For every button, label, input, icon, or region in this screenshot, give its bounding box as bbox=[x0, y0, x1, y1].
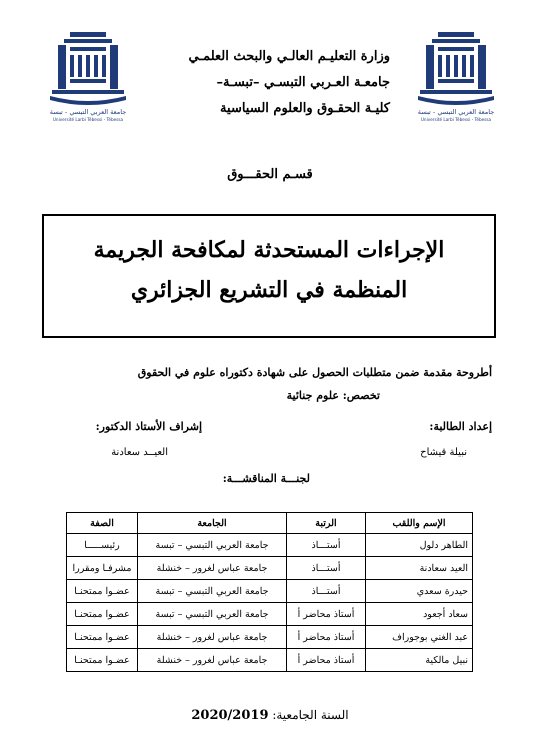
logo-french-text: Université Larbi Tébessi - Tébessa bbox=[420, 117, 492, 122]
member-rank: أستاذ محاضر أ bbox=[287, 649, 366, 672]
table-row bbox=[67, 557, 473, 580]
ministry-line: وزارة التعليـم العالـي والبحث العلمـي bbox=[188, 49, 390, 64]
jury-table-header-row bbox=[67, 513, 473, 534]
member-rank: أستاذ محاضر أ bbox=[287, 603, 366, 626]
member-name: عبد الغني بوجوراف bbox=[366, 626, 473, 649]
thesis-title-line2: المنظمة في التشريع الجزائري bbox=[130, 277, 408, 303]
student-name: نبيلة قيشاح bbox=[420, 447, 467, 458]
header-rank: الرتبة bbox=[287, 513, 366, 534]
department-name: قسـم الحقـــوق bbox=[227, 167, 313, 182]
logo-arabic-text: جامعة العربي التبسي - تبسة bbox=[49, 108, 127, 116]
university-logo-right bbox=[412, 28, 500, 124]
student-label: إعداد الطالبة: bbox=[429, 420, 492, 433]
university-logo-left bbox=[44, 28, 132, 124]
specialty: تخصص: علوم جنائية bbox=[286, 389, 380, 402]
university-logo-icon bbox=[412, 28, 500, 124]
academic-year bbox=[0, 708, 540, 723]
table-row bbox=[67, 626, 473, 649]
member-rank: أستـــاذ bbox=[287, 580, 366, 603]
academic-year-label: السنة الجامعية: bbox=[272, 708, 349, 722]
table-row bbox=[67, 534, 473, 557]
supervisor-label: إشراف الأستاذ الدكتور: bbox=[95, 420, 202, 433]
member-university: جامعة العربي التبسي – تبسة bbox=[138, 580, 287, 603]
member-university: جامعة العربي التبسي – تبسة bbox=[138, 534, 287, 557]
institution-header bbox=[150, 44, 390, 122]
table-row bbox=[67, 649, 473, 672]
logo-arabic-text: جامعة العربي التبسي - تبسة bbox=[417, 108, 495, 116]
thesis-title-box bbox=[42, 214, 496, 338]
member-name: الطاهر دلول bbox=[366, 534, 473, 557]
member-name: العيد سعادنة bbox=[366, 557, 473, 580]
logo-french-text: Université Larbi Tébessi - Tébessa bbox=[52, 117, 124, 122]
member-role: عضـوا ممتحنـا bbox=[67, 580, 138, 603]
university-line: جامعـة العـربي التبسـي –تبسـة– bbox=[216, 75, 390, 90]
member-role: عضـوا ممتحنـا bbox=[67, 649, 138, 672]
member-university: جامعة عباس لغرور – خنشلة bbox=[138, 626, 287, 649]
table-row bbox=[67, 603, 473, 626]
jury-table bbox=[66, 512, 473, 672]
supervisor-name: العيــد سعادنة bbox=[111, 447, 168, 458]
member-name: حيدرة سعدي bbox=[366, 580, 473, 603]
member-name: نبيل مالكية bbox=[366, 649, 473, 672]
table-row bbox=[67, 580, 473, 603]
member-role: رئيســـــا bbox=[67, 534, 138, 557]
member-university: جامعة عباس لغرور – خنشلة bbox=[138, 649, 287, 672]
member-university: جامعة العربي التبسي – تبسة bbox=[138, 603, 287, 626]
member-role: عضـوا ممتحنـا bbox=[67, 626, 138, 649]
header-name: الإسم واللقب bbox=[366, 513, 473, 534]
member-role: عضـوا ممتحنـا bbox=[67, 603, 138, 626]
committee-label: لجنـــة المناقشـــة: bbox=[222, 472, 310, 485]
member-rank: أستـــاذ bbox=[287, 534, 366, 557]
member-university: جامعة عباس لغرور – خنشلة bbox=[138, 557, 287, 580]
header-role: الصفة bbox=[67, 513, 138, 534]
header-university: الجامعة bbox=[138, 513, 287, 534]
thesis-note: أطروحة مقدمة ضمن متطلبات الحصول على شهادة دكتوراه علوم في الحقوق bbox=[137, 366, 492, 379]
university-logo-icon bbox=[44, 28, 132, 124]
thesis-title-line1: الإجراءات المستحدثة لمكافحة الجريمة bbox=[93, 237, 445, 263]
member-rank: أستاذ محاضر أ bbox=[287, 626, 366, 649]
member-role: مشرفـا ومقررا bbox=[67, 557, 138, 580]
member-name: سعاد أجعود bbox=[366, 603, 473, 626]
academic-year-value: 2020/2019 bbox=[191, 708, 269, 723]
member-rank: أستـــاذ bbox=[287, 557, 366, 580]
faculty-line: كليـة الحقـوق والعلوم السياسية bbox=[220, 101, 390, 116]
